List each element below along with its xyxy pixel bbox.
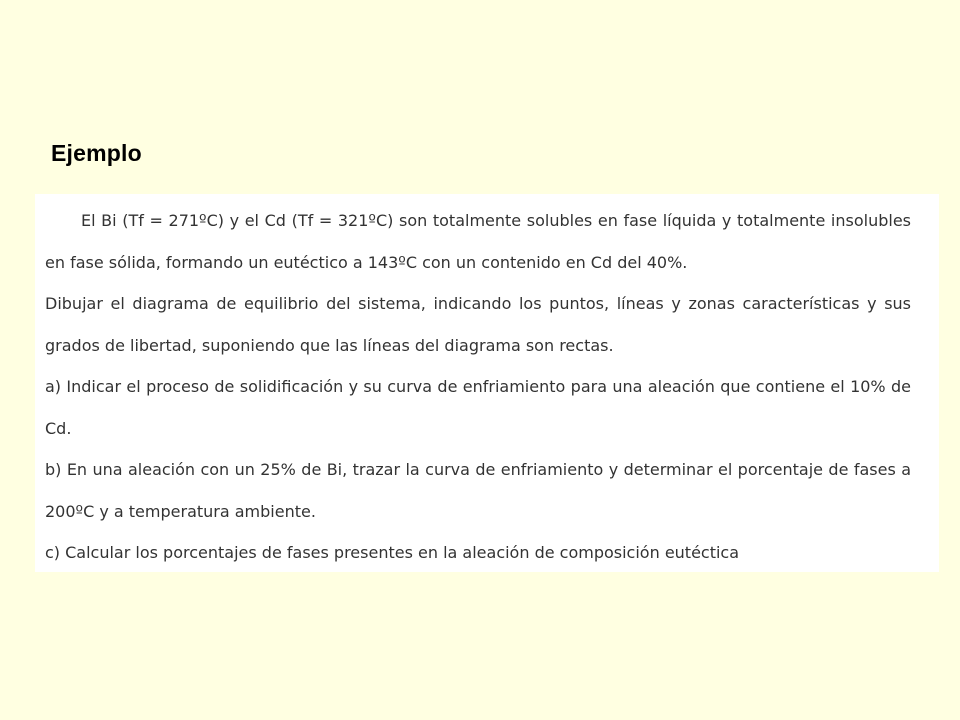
problem-item-b: b) En una aleación con un 25% de Bi, trazar la curva de enfriamiento y determinar el porcentaje de fases a 200ºC y a temperatura ambiente. bbox=[45, 460, 911, 521]
problem-item-c: c) Calcular los porcentajes de fases presentes en la aleación de composición eutéctica bbox=[45, 543, 740, 562]
problem-intro: El Bi (Tf = 271ºC) y el Cd (Tf = 321ºC) son totalmente solubles en fase líquida y totalmente insolubles en fase sólida, formando un eutéctico a 143ºC con un contenido en Cd del 40%. bbox=[45, 211, 911, 272]
problem-box bbox=[35, 194, 939, 572]
problem-instruction: Dibujar el diagrama de equilibrio del sistema, indicando los puntos, líneas y zonas características y sus grados de libertad, suponiendo que las líneas del diagrama son rectas. bbox=[45, 294, 911, 355]
problem-text bbox=[45, 200, 911, 574]
slide-title: Ejemplo bbox=[51, 140, 142, 166]
problem-item-a: a) Indicar el proceso de solidificación y su curva de enfriamiento para una aleación que contiene el 10% de Cd. bbox=[45, 377, 911, 438]
